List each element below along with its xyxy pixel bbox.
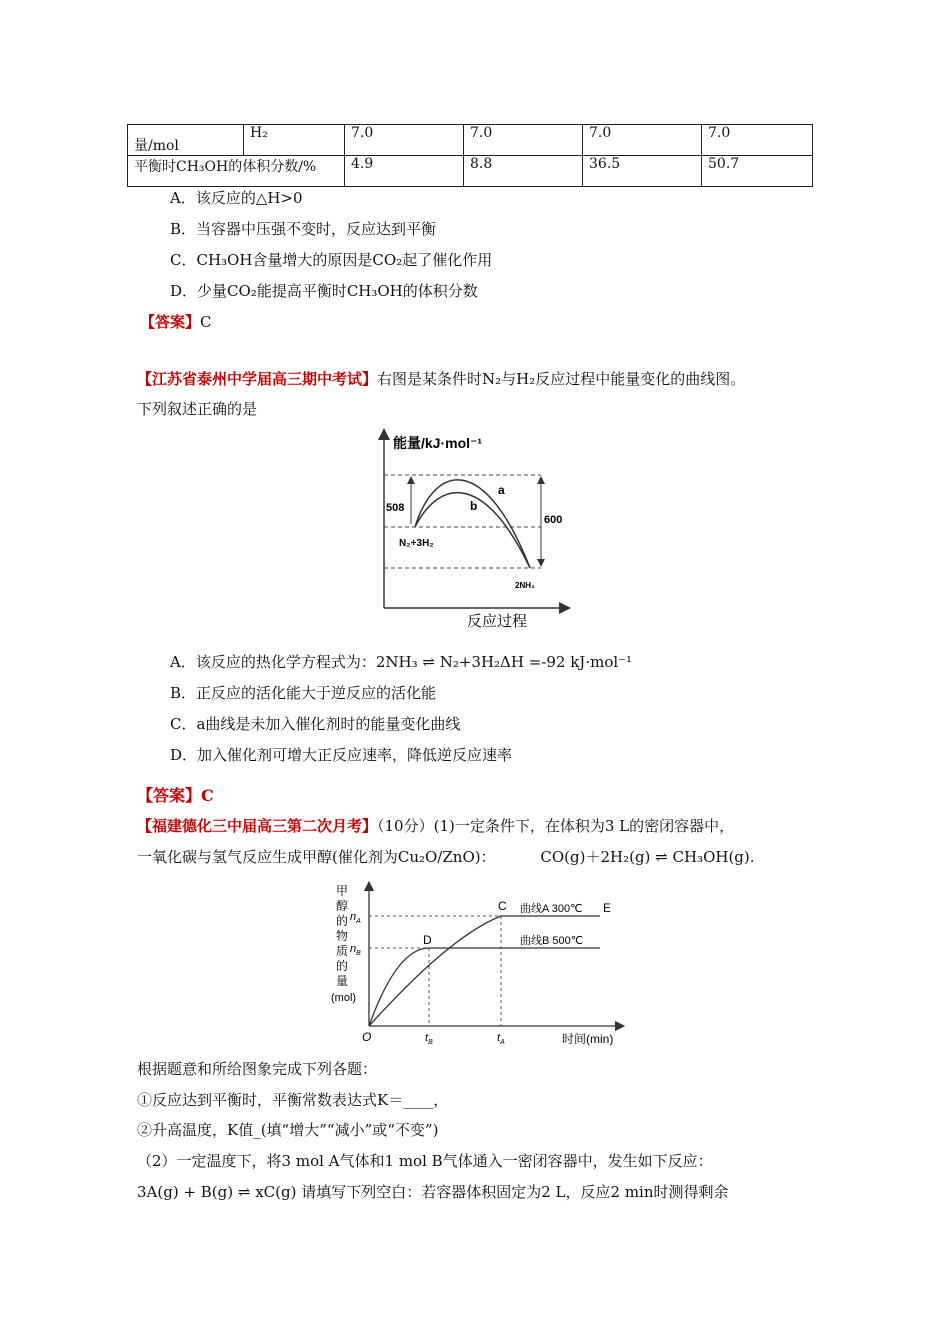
- q3-equation: CO(g)＋2H₂(g) ⇌ CH₃OH(g).: [540, 848, 755, 866]
- q3-item2: ②升高温度，K值_(填“增大”“减小”或“不变”): [137, 1121, 439, 1139]
- answer-tag: 【答案】: [140, 313, 201, 331]
- energy-diagram: [375, 428, 575, 638]
- q2-answer: [137, 783, 214, 806]
- q3-part2: （2）一定温度下，将3 mol A气体和1 mol B气体通入一密闭容器中，发生如下反应：: [137, 1152, 713, 1170]
- q2-stem-line2: 下列叙述正确的是: [137, 400, 258, 418]
- ta-label: $t_A$: [497, 1032, 505, 1046]
- q2-source: 【江苏省泰州中学届高三期中考试】: [137, 370, 378, 388]
- table-row: [128, 156, 813, 187]
- point-d: D: [423, 933, 432, 947]
- table-cell: 4.9: [345, 156, 464, 187]
- q1-answer: [140, 311, 212, 332]
- curve-b-label: 曲线B 500℃: [520, 935, 584, 947]
- q1-option-d: D．少量CO₂能提高平衡时CH₃OH的体积分数: [170, 282, 478, 300]
- methanol-chart: [328, 878, 628, 1050]
- reactants-label: N₂+3H₂: [399, 538, 434, 549]
- x-axis-label: 反应过程: [467, 613, 528, 630]
- curve-a: [415, 480, 530, 568]
- label-508: 508: [386, 502, 405, 514]
- table-cell: 7.0: [345, 125, 464, 156]
- x-axis-label: 时间(min): [562, 1032, 614, 1046]
- q1-option-c: C．CH₃OH含量增大的原因是CO₂起了催化作用: [170, 251, 493, 269]
- svg-text:量: 量: [336, 974, 349, 988]
- tb-label: $t_B$: [425, 1032, 433, 1046]
- table-cell: 7.0: [583, 125, 702, 156]
- point-e: E: [603, 901, 612, 915]
- curve-a: [369, 916, 600, 1026]
- answer-value: C: [200, 313, 212, 331]
- y-axis-label: 能量/kJ·mol⁻¹: [393, 435, 483, 451]
- svg-text:的: 的: [336, 914, 349, 928]
- q2-option-b: B．正反应的活化能大于逆反应的活化能: [170, 684, 437, 702]
- q3-item1: ①反应达到平衡时，平衡常数表达式K＝____，: [137, 1091, 449, 1109]
- table-cell: 量/mol: [128, 125, 244, 156]
- q3-stem: [137, 815, 734, 836]
- svg-text:醇: 醇: [336, 899, 349, 913]
- svg-text:甲: 甲: [336, 884, 349, 898]
- table-row: [128, 125, 813, 156]
- q3-source: 【福建德化三中届高三第二次月考】: [137, 817, 378, 835]
- q3-stem-text: （10分）(1)一定条件下，在体积为3 L的密闭容器中，: [377, 817, 735, 835]
- table-cell: 8.8: [464, 156, 583, 187]
- q1-option-a: A．该反应的△H>0: [170, 189, 303, 207]
- curve-a-label: 曲线A 300℃: [520, 903, 583, 915]
- curve-a-label: a: [498, 483, 505, 497]
- q2-stem: [137, 368, 745, 389]
- label-600: 600: [544, 514, 563, 526]
- table-cell: 36.5: [583, 156, 702, 187]
- table-cell: 7.0: [464, 125, 583, 156]
- products-label: 2NH₃: [515, 581, 535, 590]
- q2-option-c: C．a曲线是未加入催化剂时的能量变化曲线: [170, 715, 461, 733]
- answer-value: C: [201, 786, 214, 805]
- q3-part2-line2: 3A(g) + B(g) ⇌ xC(g) 请填写下列空白：若容器体积固定为2 L，反应2 min时测得剩余: [137, 1183, 729, 1201]
- na-label: $n_A$: [350, 911, 361, 925]
- q3-stem-line2: 一氧化碳与氢气反应生成甲醇(催化剂为Cu₂O/ZnO)： CO(g)＋2H₂(g) ⇌ CH₃OH(g).: [137, 848, 755, 866]
- table-cell: 7.0: [702, 125, 813, 156]
- point-c: C: [498, 899, 507, 913]
- data-table: [127, 124, 813, 187]
- nb-label: $n_B$: [350, 943, 361, 957]
- svg-text:质: 质: [336, 944, 349, 958]
- table-cell: 50.7: [702, 156, 813, 187]
- q1-option-b: B．当容器中压强不变时，反应达到平衡: [170, 220, 437, 238]
- curve-b-label: b: [470, 499, 478, 513]
- svg-text:物: 物: [336, 929, 349, 943]
- q3-instruction: 根据题意和所给图象完成下列各题：: [137, 1060, 378, 1078]
- svg-text:的: 的: [336, 959, 349, 973]
- table-cell: H₂: [244, 125, 345, 156]
- q2-option-a: A．该反应的热化学方程式为：2NH₃ ⇌ N₂+3H₂ΔH =-92 kJ·mol⁻¹: [170, 653, 633, 671]
- svg-text:(mol): (mol): [331, 992, 357, 1004]
- curve-b: [369, 948, 600, 1026]
- table-cell: 平衡时CH₃OH的体积分数/%: [128, 156, 345, 187]
- q2-stem-text: 右图是某条件时N₂与H₂反应过程中能量变化的曲线图。: [377, 370, 746, 388]
- q2-option-d: D．加入催化剂可增大正反应速率，降低逆反应速率: [170, 746, 513, 764]
- origin-label: O: [362, 1030, 372, 1044]
- answer-tag: 【答案】: [137, 786, 202, 805]
